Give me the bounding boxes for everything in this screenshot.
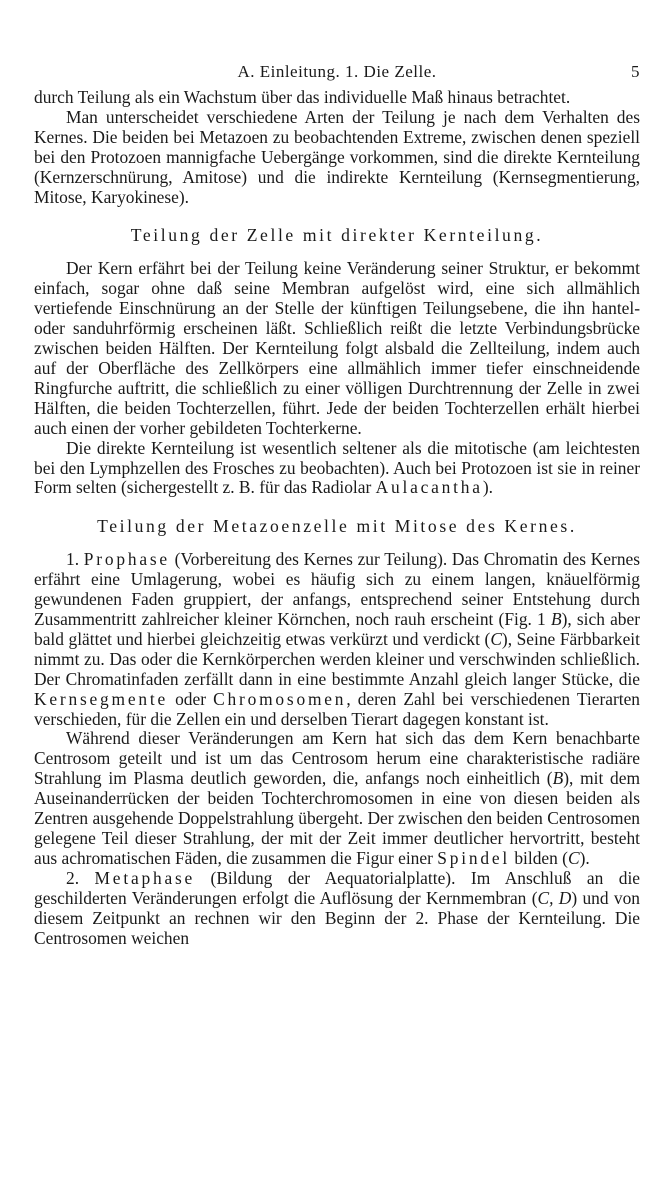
text-segment: 2. (66, 867, 95, 888)
figure-ref: B (550, 609, 562, 630)
page-number: 5 (631, 62, 640, 81)
text-segment: (Bildung der Aequatorialplatte). Im Anschluß an die geschilderten Veränderungen erfolgt die Auflösung der Kernmembran ( (34, 867, 641, 908)
figure-ref: C (567, 847, 580, 868)
book-page (34, 62, 640, 948)
text-segment: ), mit dem Auseinanderrücken der beiden Tochterchromosomen in eine von diesen beiden als Zentren ausgehende Doppelstrahlung übergeht. Der zwischen den beiden Centrosomen gelegene Teil dieser Strahlung, der mit der Zeit immer deutlicher hervortritt, besteht aus achromatischen Fäden, die zusammen die Figur einer (34, 768, 640, 868)
genus-name: Aulacantha (375, 477, 483, 498)
running-head-title: A. Einleitung. 1. Die Zelle. (237, 62, 437, 81)
paragraph-centrosome (34, 729, 640, 868)
figure-ref: B (552, 768, 564, 789)
text-segment: Die direkte Kernteilung ist wesentlich seltener als die mitotische (am leichtesten bei den Lymphzellen des Frosches zu beobachten). Auch bei Protozoen ist sie in reiner Form selten (sichergestellt z. B. für das Radiolar (34, 437, 640, 498)
running-head (34, 62, 640, 88)
text-segment: ), Seine Färbbarkeit nimmt zu. Das oder die Kernkörperchen werden kleiner und verschwinden schließlich. Der Chromatinfaden zerfällt dann in eine bestimmte Anzahl gleich langer Stücke, die (34, 628, 640, 689)
paragraph-prophase (34, 550, 640, 729)
section-heading-mitosis: Teilung der Metazoenzelle mit Mitose des Kernes. (97, 516, 577, 537)
text-segment: 1. (66, 549, 84, 570)
section-heading-direct-division: Teilung der Zelle mit direkter Kernteilung. (130, 225, 544, 246)
paragraph-direct-division-rarity (34, 439, 640, 499)
text-segment: ) und von diesem Zeitpunkt an rechnen wir den Beginn der 2. Phase der Kernteilung. Die Centrosomen weichen (34, 887, 640, 948)
term-prophase: Prophase (83, 549, 170, 570)
term-chromosomen: Chromosomen (213, 688, 347, 709)
paragraph-continuation: durch Teilung als ein Wachstum über das individuelle Maß hinaus betrachtet. (34, 87, 571, 107)
text-segment: (Vorbereitung des Kernes zur Teilung). Das Chromatin des Kernes erfährt eine Umlagerung, wobei es häufig sich zu einem langen, knäuelförmig gewundenen Faden gruppiert, der anfangs, entsprechend seiner Entstehung durch Zusammentritt zahlreicher kleiner Körnchen, noch rauh erscheint (Fig. 1 (34, 549, 640, 630)
paragraph-direct-division: Der Kern erfährt bei der Teilung keine Veränderung seiner Struktur, er bekommt einfach, sogar ohne daß seine Membran aufgelöst wird, eine sich allmählich vertiefende Einschnürung an der Stelle der künftigen Teilungsebene, die ihn hantel- oder sanduhrförmig erscheinen läßt. Schließlich reißt die letzte Verbindungsbrücke zwischen beiden Hälften. Der Kernteilung folgt alsbald die Zellteilung, indem auch auf der Oberfläche des Zellkörpers eine allmählich immer tiefer einschneidende Ringfurche auftritt, die schließlich zu einer völligen Durchtrennung der Zelle in zwei Hälften, die beiden Tochterzellen, führt. Jede der beiden Tochterzellen erhält hierbei auch einen der vorher gebildeten Tochterkerne. (34, 258, 640, 438)
term-kernsegmente: Kernsegmente (34, 688, 169, 709)
figure-ref: C, D (537, 887, 572, 908)
text-segment: Während dieser Veränderungen am Kern hat sich das dem Kern benachbarte Centrosom geteilt und ist um das Centrosom herum eine charakteristische radiäre Strahlung im Plasma deutlich geworden, die, anfangs noch einheitlich ( (34, 728, 640, 789)
paragraph-types-of-division: Man unterscheidet verschiedene Arten der Teilung je nach dem Verhalten des Kernes. Die beiden bei Metazoen zu beobachtenden Extreme, zwischen denen speziell bei den Protozoen mannigfache Uebergänge vorkommen, sind die direkte Kernteilung (Kernzerschnürung, Amitose) und die indirekte Kernteilung (Kernsegmentierung, Mitose, Karyokinese). (34, 106, 640, 207)
term-metaphase: Metaphase (94, 867, 196, 888)
text-segment: , deren Zahl bei verschiedenen Tierarten verschieden, für die Zellen ein und derselben Tierart dagegen konstant ist. (34, 688, 640, 729)
text-segment: oder (168, 688, 214, 709)
figure-ref: C (490, 628, 502, 649)
text-segment: ). (579, 847, 590, 868)
term-spindel: Spindel (437, 847, 510, 868)
text-segment: ). (482, 477, 493, 498)
text-segment: ), sich aber bald glättet und hierbei gleichzeitig etwas verkürzt und verdickt ( (34, 609, 640, 649)
text-segment: bilden ( (510, 847, 568, 868)
paragraph-metaphase (34, 869, 640, 949)
